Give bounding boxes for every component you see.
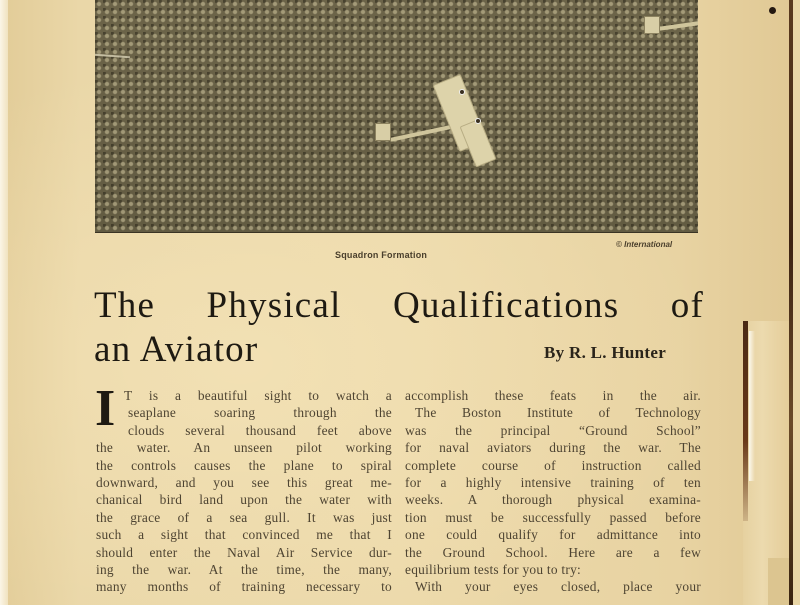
text-line: the grace of a sea gull. It was just [96,509,392,525]
photo-caption: Squadron Formation [335,250,428,260]
text-line: equilibrium tests for you to try: [405,561,581,577]
text-line: for naval aviators during the war. The [405,440,701,456]
page-left-edge [0,0,8,605]
text-line: T is a beautiful sight to watch a [124,388,392,403]
text-line: tion must be successfully passed before [405,509,701,525]
text-line: one could qualify for admittance into [405,527,701,543]
text-line: With your eyes closed, place your [415,579,701,595]
squadron-photo [95,0,698,233]
text-line: was the principal “Ground School” [405,422,701,438]
text-line: clouds several thousand feet above [128,422,392,438]
byline: By R. L. Hunter [544,343,667,362]
text-line: seaplane soaring through the [128,405,392,421]
biplane-icon [375,73,515,173]
text-line: the water. An unseen pilot working [96,440,392,456]
text-line: the controls causes the plane to spiral [96,457,392,473]
text-line: ing the war. At the time, the many, [96,561,392,577]
text-line: should enter the Naval Air Service dur- [96,544,392,560]
text-line: weeks. A thorough physical examina- [405,492,701,508]
text-line: The Boston Institute of Technology [415,405,701,421]
text-line: such a sight that convinced me that I [96,527,392,543]
text-line: downward, and you see this great me- [96,474,392,490]
drop-cap: I [95,380,116,437]
text-line: chanical bird land upon the water with [96,492,392,508]
text-line: many months of training necessary to [96,579,392,595]
photo-credit: © International [616,240,673,249]
title-line-2: an Aviator [94,329,259,370]
binding-hole [769,7,776,14]
text-line: the Ground School. Here are a few [405,544,701,560]
title-line-1: The Physical Qualifications of [94,285,704,326]
biplane-icon [640,0,698,56]
page-tab-flap [743,321,791,605]
text-line: complete course of instruction called [405,457,701,473]
page-right-strip [793,0,800,605]
article-column-left [95,380,392,596]
text-line: accomplish these feats in the air. [405,388,701,403]
photo-scratch [95,54,130,58]
text-line: for a highly intensive training of ten [405,474,701,490]
article-column-right [405,387,701,596]
